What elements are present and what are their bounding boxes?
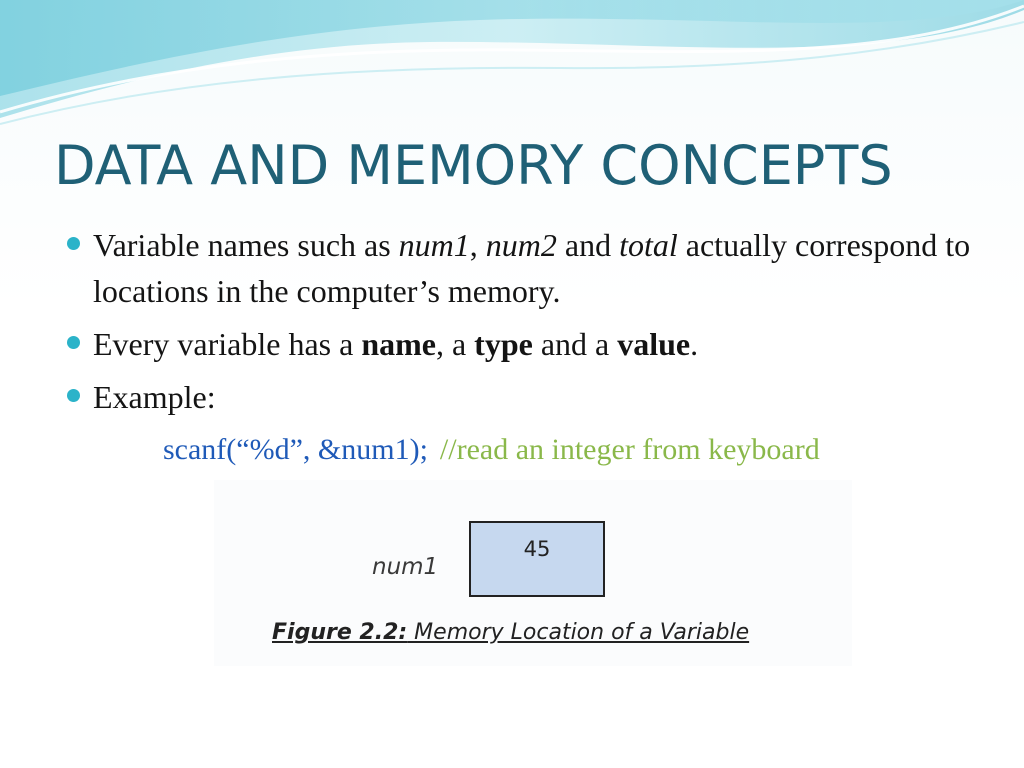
term-name: name bbox=[361, 326, 436, 362]
bullet-item-variable-names bbox=[60, 222, 980, 314]
memory-cell bbox=[469, 521, 605, 597]
code-example bbox=[163, 429, 820, 471]
variable-name-total: total bbox=[619, 227, 678, 263]
bullet-text: Example: bbox=[93, 379, 216, 415]
figure-caption bbox=[272, 620, 749, 645]
term-type: type bbox=[474, 326, 533, 362]
variable-name-num1: num1 bbox=[398, 227, 470, 263]
bullet-text: and bbox=[556, 227, 620, 263]
bullet-text: . bbox=[690, 326, 699, 362]
code-statement: scanf(“%d”, &num1); bbox=[163, 433, 428, 466]
decorative-wave-header bbox=[0, 0, 1024, 130]
variable-name-num2: num2 bbox=[485, 227, 557, 263]
code-comment: //read an integer from keyboard bbox=[439, 433, 820, 466]
bullet-text: , a bbox=[435, 326, 475, 362]
memory-cell-value: 45 bbox=[523, 537, 551, 561]
bullet-text: Variable names such as bbox=[93, 227, 399, 263]
bullet-text: , bbox=[469, 227, 486, 263]
bullet-dot-icon bbox=[67, 389, 80, 402]
bullet-dot-icon bbox=[67, 336, 80, 349]
bullet-text: and a bbox=[532, 326, 618, 362]
figure-variable-label: num1 bbox=[372, 554, 439, 580]
bullet-item-example bbox=[60, 374, 980, 420]
bullet-item-variable-attributes bbox=[60, 321, 980, 367]
memory-location-figure bbox=[214, 480, 852, 666]
bullet-text: actually correspond to locations in the computer’s memory. bbox=[93, 227, 971, 309]
figure-caption-label: Figure 2.2: bbox=[272, 620, 408, 645]
term-value: value bbox=[617, 326, 691, 362]
slide-title: DATA AND MEMORY CONCEPTS bbox=[54, 134, 893, 197]
bullet-list bbox=[60, 222, 980, 427]
bullet-text: Every variable has a bbox=[93, 326, 362, 362]
bullet-dot-icon bbox=[67, 237, 80, 250]
figure-caption-text: Memory Location of a Variable bbox=[407, 620, 750, 645]
